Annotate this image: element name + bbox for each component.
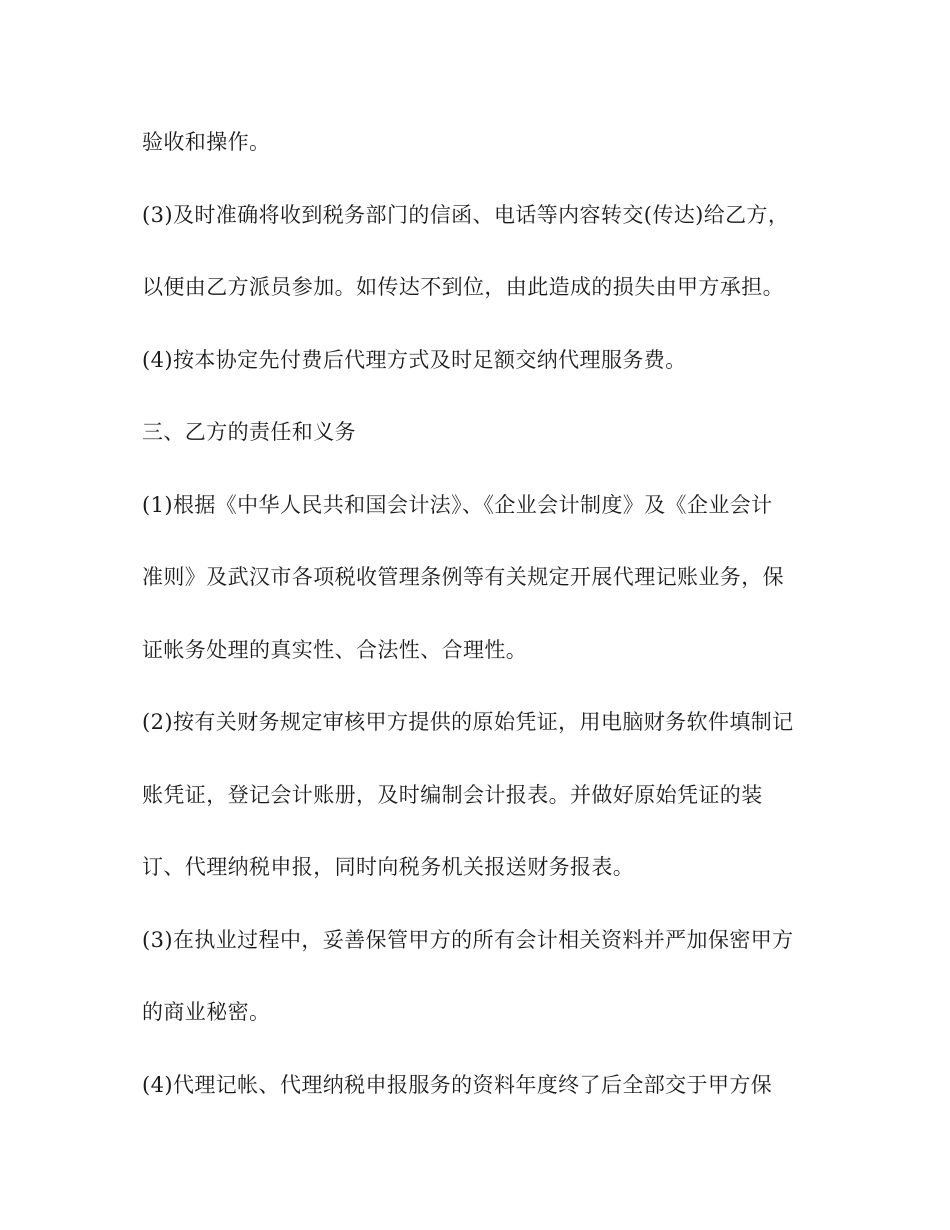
text-line: 订、代理纳税申报，同时向税务机关报送财务报表。 <box>142 855 635 879</box>
text-line: (3)在执业过程中，妥善保管甲方的所有会计相关资料并严加保密甲方 <box>142 927 794 952</box>
text-line: 验收和操作。 <box>142 130 271 154</box>
section-heading: 三、乙方的责任和义务 <box>142 420 356 444</box>
text-line: 的商业秘密。 <box>142 1000 271 1024</box>
text-line: (1)根据《中华人民共和国会计法》、《企业会计制度》及《企业会计 <box>142 492 773 517</box>
text-line: 证帐务处理的真实性、合法性、合理性。 <box>142 637 528 662</box>
text-line: 准则》及武汉市各项税收管理条例等有关规定开展代理记账业务，保 <box>142 565 784 589</box>
text-line: 账凭证，登记会计账册，及时编制会计报表。并做好原始凭证的装 <box>142 782 763 807</box>
text-line: (4)按本协定先付费后代理方式及时足额交纳代理服务费。 <box>142 347 687 372</box>
text-line: (3)及时准确将收到税务部门的信函、电话等内容转交(传达)给乙方， <box>142 202 790 227</box>
text-line: 以便由乙方派员参加。如传达不到位，由此造成的损失由甲方承担。 <box>142 275 784 299</box>
text-line: (4)代理记帐、代理纳税申报服务的资料年度终了后全部交于甲方保 <box>142 1072 773 1097</box>
document-body <box>142 124 822 1139</box>
text-line: (2)按有关财务规定审核甲方提供的原始凭证，用电脑财务软件填制记 <box>142 710 794 734</box>
